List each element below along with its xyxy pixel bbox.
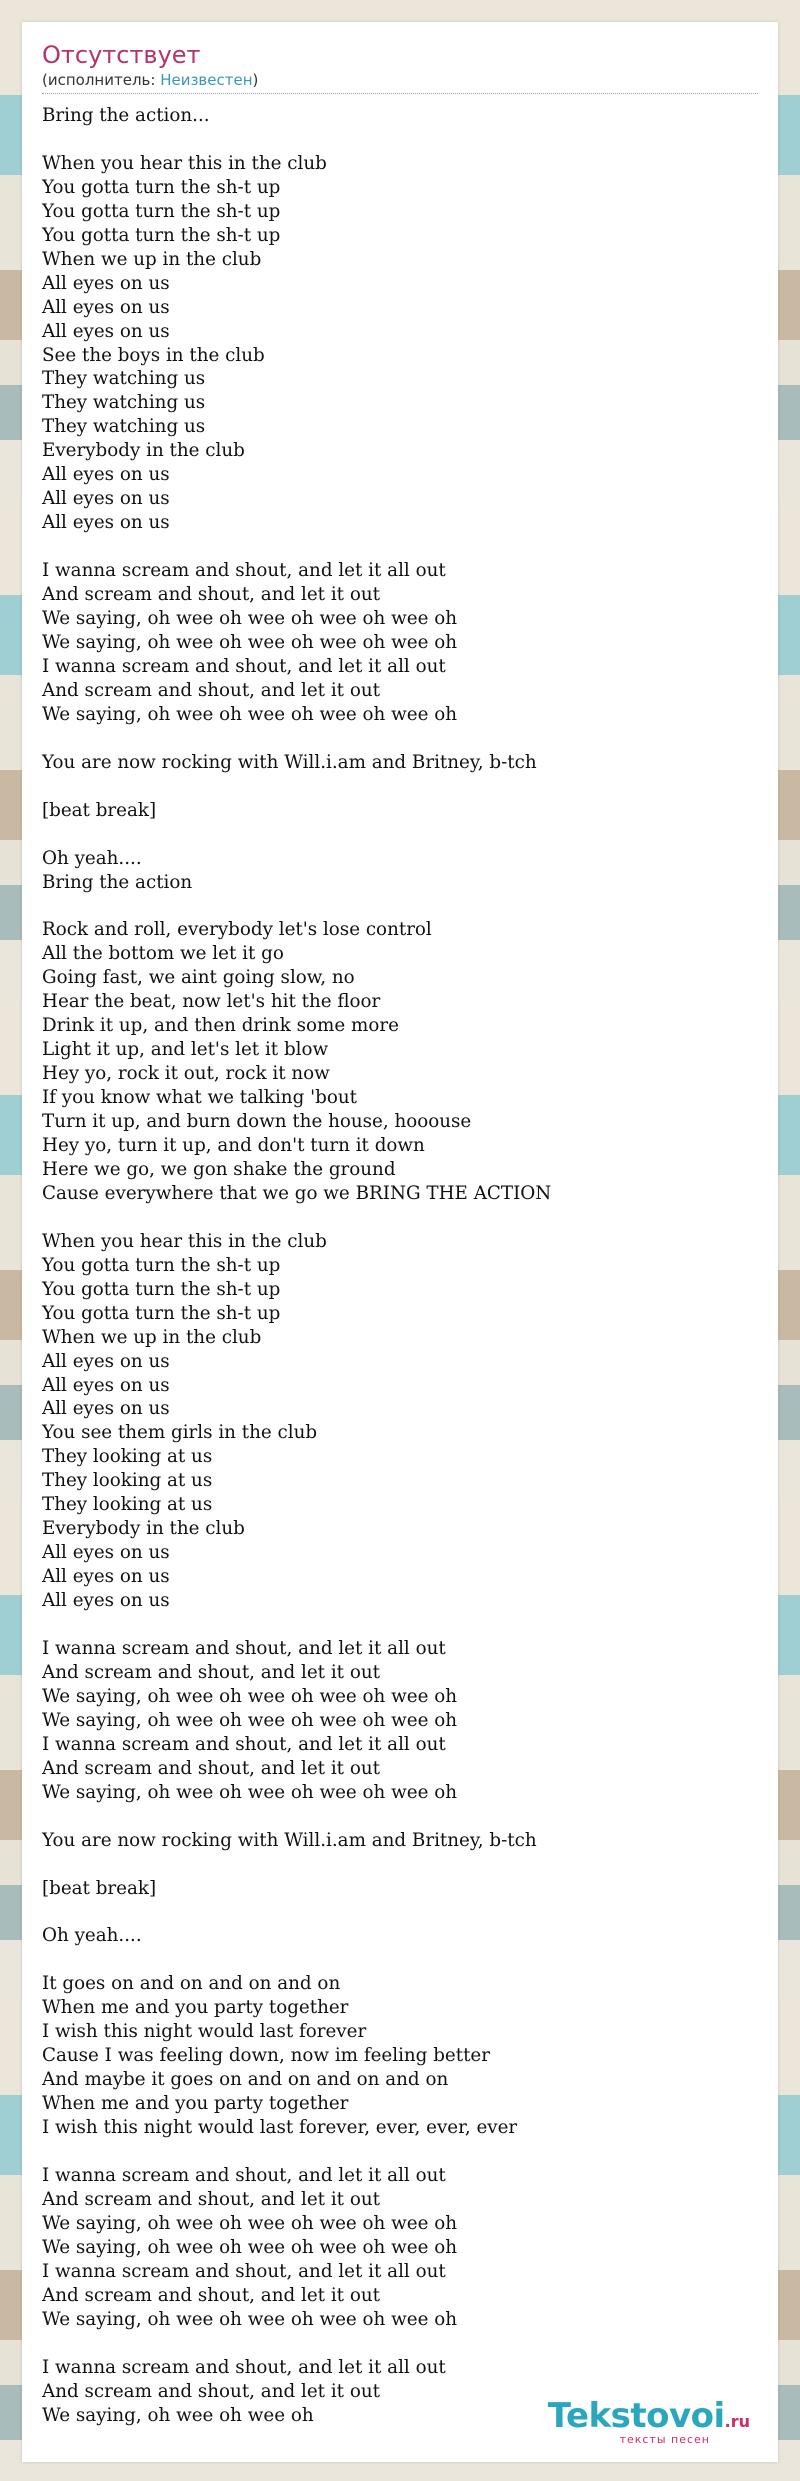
artist-link[interactable]: Неизвестен (160, 71, 253, 89)
site-logo[interactable] (548, 2398, 750, 2446)
artist-prefix: (исполнитель: (42, 71, 161, 89)
lyrics-text: Bring the action... When you hear this in the club You gotta turn the sh-t up You gotta turn the sh-t up You gotta turn the sh-t up When we up in the club All eyes on us All eyes on us All eyes on us See the boys in the club They watching us They watching us They watching us Everybody in the club All eyes on us All eyes on us All eyes on us I wanna scream and shout, and let it all out And scream and shout, and let it out We saying, oh wee oh wee oh wee oh wee oh We saying, oh wee oh wee oh wee oh wee oh I wanna scream and shout, and let it all out And scream and shout, and let it out We saying, oh wee oh wee oh wee oh wee oh You are now rocking with Will.i.am and Britney, b-tch [beat break] Oh yeah.... Bring the action Rock and roll, everybody let's lose control All the bottom we let it go Going fast, we aint going slow, no Hear the beat, now let's hit the floor Drink it up, and then drink some more Light it up, and let's let it blow Hey yo, rock it out, rock it now If you know what we talking 'bout Turn it up, and burn down the house, hooouse Hey yo, turn it up, and don't turn it down Here we go, we gon shake the ground Cause everywhere that we go we BRING THE ACTION When you hear this in the club You gotta turn the sh-t up You gotta turn the sh-t up You gotta turn the sh-t up When we up in the club All eyes on us All eyes on us All eyes on us You see them girls in the club They looking at us They looking at us They looking at us Everybody in the club All eyes on us All eyes on us All eyes on us I wanna scream and shout, and let it all out And scream and shout, and let it out We saying, oh wee oh wee oh wee oh wee oh We saying, oh wee oh wee oh wee oh wee oh I wanna scream and shout, and let it all out And scream and shout, and let it out We saying, oh wee oh wee oh wee oh wee oh You are now rocking with Will.i.am and Britney, b-tch [beat break] Oh yeah.... It goes on and on and on and on When me and you party together I wish this night would last forever Cause I was feeling down, now im feeling better And maybe it goes on and on and on and on When me and you party together I wish this night would last forever, ever, ever, ever I wanna scream and shout, and let it all out And scream and shout, and let it out We saying, oh wee oh wee oh wee oh wee oh We saying, oh wee oh wee oh wee oh wee oh I wanna scream and shout, and let it all out And scream and shout, and let it out We saying, oh wee oh wee oh wee oh wee oh I wanna scream and shout, and let it all out And scream and shout, and let it out We saying, oh wee oh wee oh (42, 105, 552, 2426)
artist-suffix: ) (252, 71, 259, 89)
lyrics-card (22, 22, 778, 2462)
logo-main-text: Tekstovoi (547, 2396, 725, 2436)
logo-tagline: тексты песен (619, 2433, 710, 2446)
song-title: Отсутствует (42, 41, 201, 69)
artist-line (42, 70, 758, 94)
logo-tld: .ru (724, 2412, 750, 2431)
